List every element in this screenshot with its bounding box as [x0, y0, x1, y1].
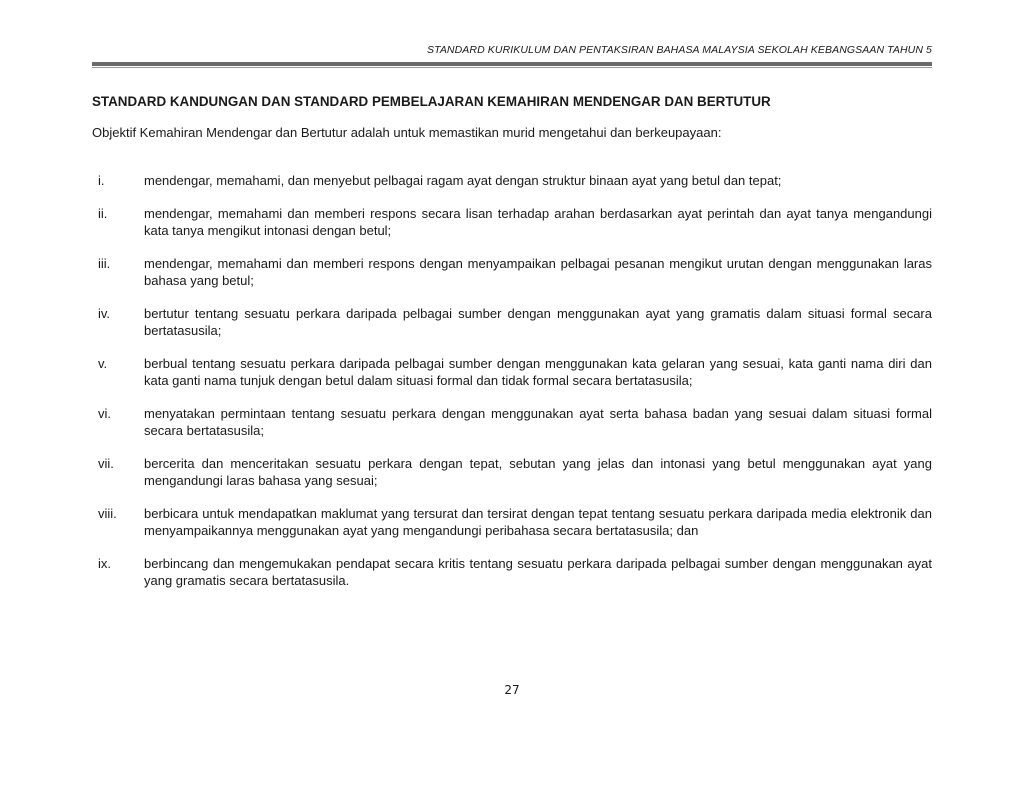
list-item-number: vi.: [98, 406, 111, 421]
header-rule: [92, 62, 932, 66]
list-item-text: mendengar, memahami dan memberi respons secara lisan terhadap arahan berdasarkan ayat perintah dan ayat tanya mengandungi kata tanya mengikut intonasi dengan betul;: [144, 206, 932, 238]
list-item: [92, 355, 932, 389]
list-item-number: viii.: [98, 506, 117, 521]
list-item: [92, 555, 932, 589]
section-title: STANDARD KANDUNGAN DAN STANDARD PEMBELAJARAN KEMAHIRAN MENDENGAR DAN BERTUTUR: [92, 94, 771, 109]
list-item-text: berbual tentang sesuatu perkara daripada pelbagai sumber dengan menggunakan kata gelaran yang sesuai, kata ganti nama diri dan kata ganti nama tunjuk dengan betul dalam situasi formal dan tidak formal secara bertatasusila;: [144, 356, 932, 388]
list-item: [92, 205, 932, 239]
list-item-text: bertutur tentang sesuatu perkara daripada pelbagai sumber dengan menggunakan ayat yang gramatis dalam situasi formal secara bertatasusila;: [144, 306, 932, 338]
list-item: [92, 255, 932, 289]
section-intro: Objektif Kemahiran Mendengar dan Bertutur adalah untuk memastikan murid mengetahui dan berkeupayaan:: [92, 125, 722, 140]
list-item-number: ix.: [98, 556, 111, 571]
list-item-text: bercerita dan menceritakan sesuatu perkara dengan tepat, sebutan yang jelas dan intonasi yang betul menggunakan ayat yang mengandungi laras bahasa yang sesuai;: [144, 456, 932, 488]
page-number: 27: [504, 683, 520, 697]
list-item-text: mendengar, memahami dan memberi respons dengan menyampaikan pelbagai pesanan mengikut urutan dengan menggunakan laras bahasa yang betul;: [144, 256, 932, 288]
list-item: [92, 405, 932, 439]
list-item-number: i.: [98, 173, 105, 188]
list-item-number: ii.: [98, 206, 108, 221]
list-item-number: iv.: [98, 306, 111, 321]
running-header: STANDARD KURIKULUM DAN PENTAKSIRAN BAHASA MALAYSIA SEKOLAH KEBANGSAAN TAHUN 5: [426, 44, 932, 56]
header-rule-thin: [92, 67, 932, 68]
list-item-text: mendengar, memahami, dan menyebut pelbagai ragam ayat dengan struktur binaan ayat yang betul dan tepat;: [144, 173, 782, 188]
list-item-text: menyatakan permintaan tentang sesuatu perkara dengan menggunakan ayat serta bahasa badan yang sesuai dalam situasi formal secara bertatasusila;: [144, 406, 932, 438]
list-item: [92, 505, 932, 539]
list-item: [92, 172, 932, 189]
list-item-number: iii.: [98, 256, 111, 271]
list-item: [92, 455, 932, 489]
list-item-text: berbicara untuk mendapatkan maklumat yang tersurat dan tersirat dengan tepat tentang sesuatu perkara daripada media elektronik dan menyampaikannya menggunakan ayat yang mengandungi peribahasa secara bertatasusila; dan: [144, 506, 932, 538]
list-item-text: berbincang dan mengemukakan pendapat secara kritis tentang sesuatu perkara daripada pelbagai sumber dengan menggunakan ayat yang gramatis secara bertatasusila.: [144, 556, 932, 588]
objectives-list: [92, 172, 932, 605]
list-item-number: v.: [98, 356, 108, 371]
list-item: [92, 305, 932, 339]
list-item-number: vii.: [98, 456, 114, 471]
